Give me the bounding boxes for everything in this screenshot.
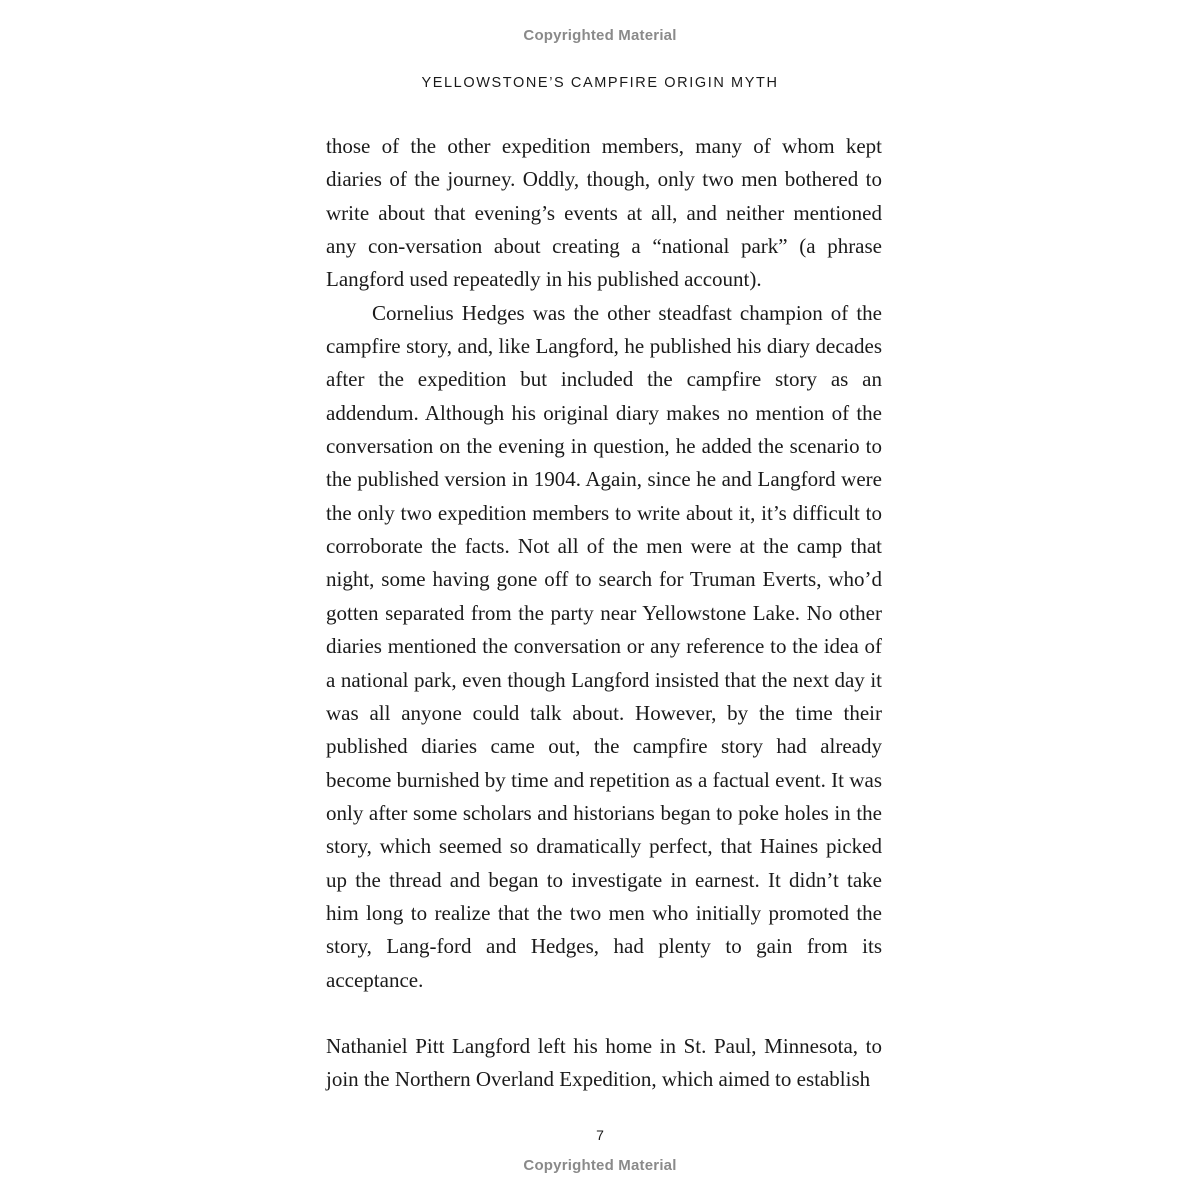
copyright-watermark-top: Copyrighted Material — [523, 27, 677, 44]
body-text — [326, 130, 882, 1097]
paragraph-continued: those of the other expedition members, many of whom kept diaries of the journey. Oddly, though, only two men bothered to write about that evening’s events at all, and neither mentioned any con-versation about creating a “national park” (a phrase Langford used repeatedly in his published account). — [326, 134, 882, 292]
running-head: YELLOWSTONE’S CAMPFIRE ORIGIN MYTH — [421, 75, 779, 91]
paragraph-langford-section: Nathaniel Pitt Langford left his home in St. Paul, Minnesota, to join the Northern Overland Expedition, which aimed to establish — [326, 1033, 882, 1092]
copyright-watermark-bottom: Copyrighted Material — [523, 1157, 677, 1174]
paragraph-hedges: Cornelius Hedges was the other steadfast champion of the campfire story, and, like Langford, he published his diary decades after the expedition but included the campfire story as an addendum. Although his original diary makes no mention of the conversation on the evening in question, he added the scenario to the published version in 1904. Again, since he and Langford were the only two expedition members to write about it, it’s difficult to corroborate the facts. Not all of the men were at the camp that night, some having gone off to search for Truman Everts, who’d gotten separated from the party near Yellowstone Lake. No other diaries mentioned the conversation or any reference to the idea of a national park, even though Langford insisted that the next day it was all anyone could talk about. However, by the time their published diaries came out, the campfire story had already become burnished by time and repetition as a factual event. It was only after some scholars and historians began to poke holes in the story, which seemed so dramatically perfect, that Haines picked up the thread and began to investigate in earnest. It didn’t take him long to realize that the two men who initially promoted the story, Lang-ford and Hedges, had plenty to gain from its acceptance. — [326, 300, 882, 992]
page-number: 7 — [596, 1127, 604, 1143]
